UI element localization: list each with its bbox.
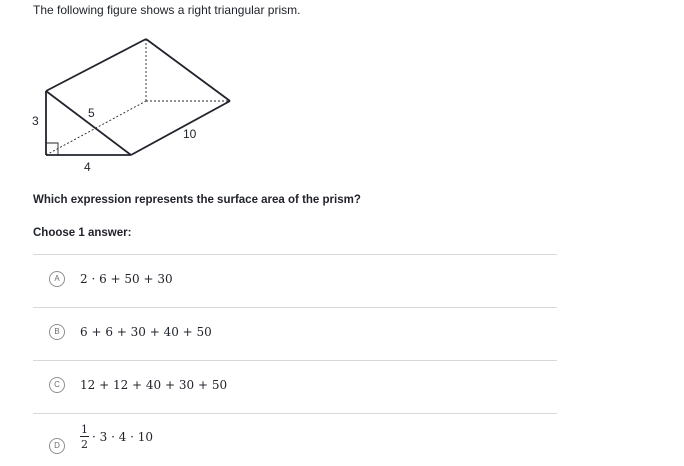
choice-d-expression — [80, 424, 153, 450]
choice-a-expression: 2 · 6 + 50 + 30 — [80, 272, 173, 286]
prism-figure — [0, 0, 684, 190]
choice-d[interactable] — [33, 413, 557, 466]
intro-text: The following figure shows a right triangular prism. — [33, 3, 301, 17]
bottom-right-edge — [131, 101, 230, 155]
choose-label: Choose 1 answer: — [33, 227, 132, 239]
choice-d-expression-rest: · 3 · 4 · 10 — [92, 430, 154, 444]
base-label: 4 — [84, 160, 91, 174]
back-hypotenuse-edge — [146, 39, 230, 101]
choice-b-letter: B — [49, 324, 65, 340]
choice-c-expression: 12 + 12 + 40 + 30 + 50 — [80, 378, 228, 392]
top-edge — [46, 39, 146, 91]
choice-c-letter: C — [49, 377, 65, 393]
choice-c[interactable] — [33, 360, 557, 413]
choice-d-fraction — [80, 424, 89, 450]
choice-d-fraction-denominator: 2 — [81, 438, 88, 451]
height-label: 3 — [32, 114, 39, 128]
choice-a[interactable] — [33, 254, 557, 307]
answer-choices — [33, 254, 557, 466]
choice-a-letter: A — [49, 271, 65, 287]
right-angle-marker — [46, 143, 58, 155]
hypotenuse-label: 5 — [88, 106, 95, 120]
choice-d-fraction-numerator: 1 — [81, 423, 88, 436]
front-hypotenuse-edge — [46, 91, 131, 155]
choice-d-letter: D — [49, 438, 65, 454]
length-label: 10 — [183, 127, 197, 141]
question-prompt: Which expression represents the surface area of the prism? — [33, 194, 361, 206]
choice-b[interactable] — [33, 307, 557, 360]
choice-b-expression: 6 + 6 + 30 + 40 + 50 — [80, 325, 212, 339]
